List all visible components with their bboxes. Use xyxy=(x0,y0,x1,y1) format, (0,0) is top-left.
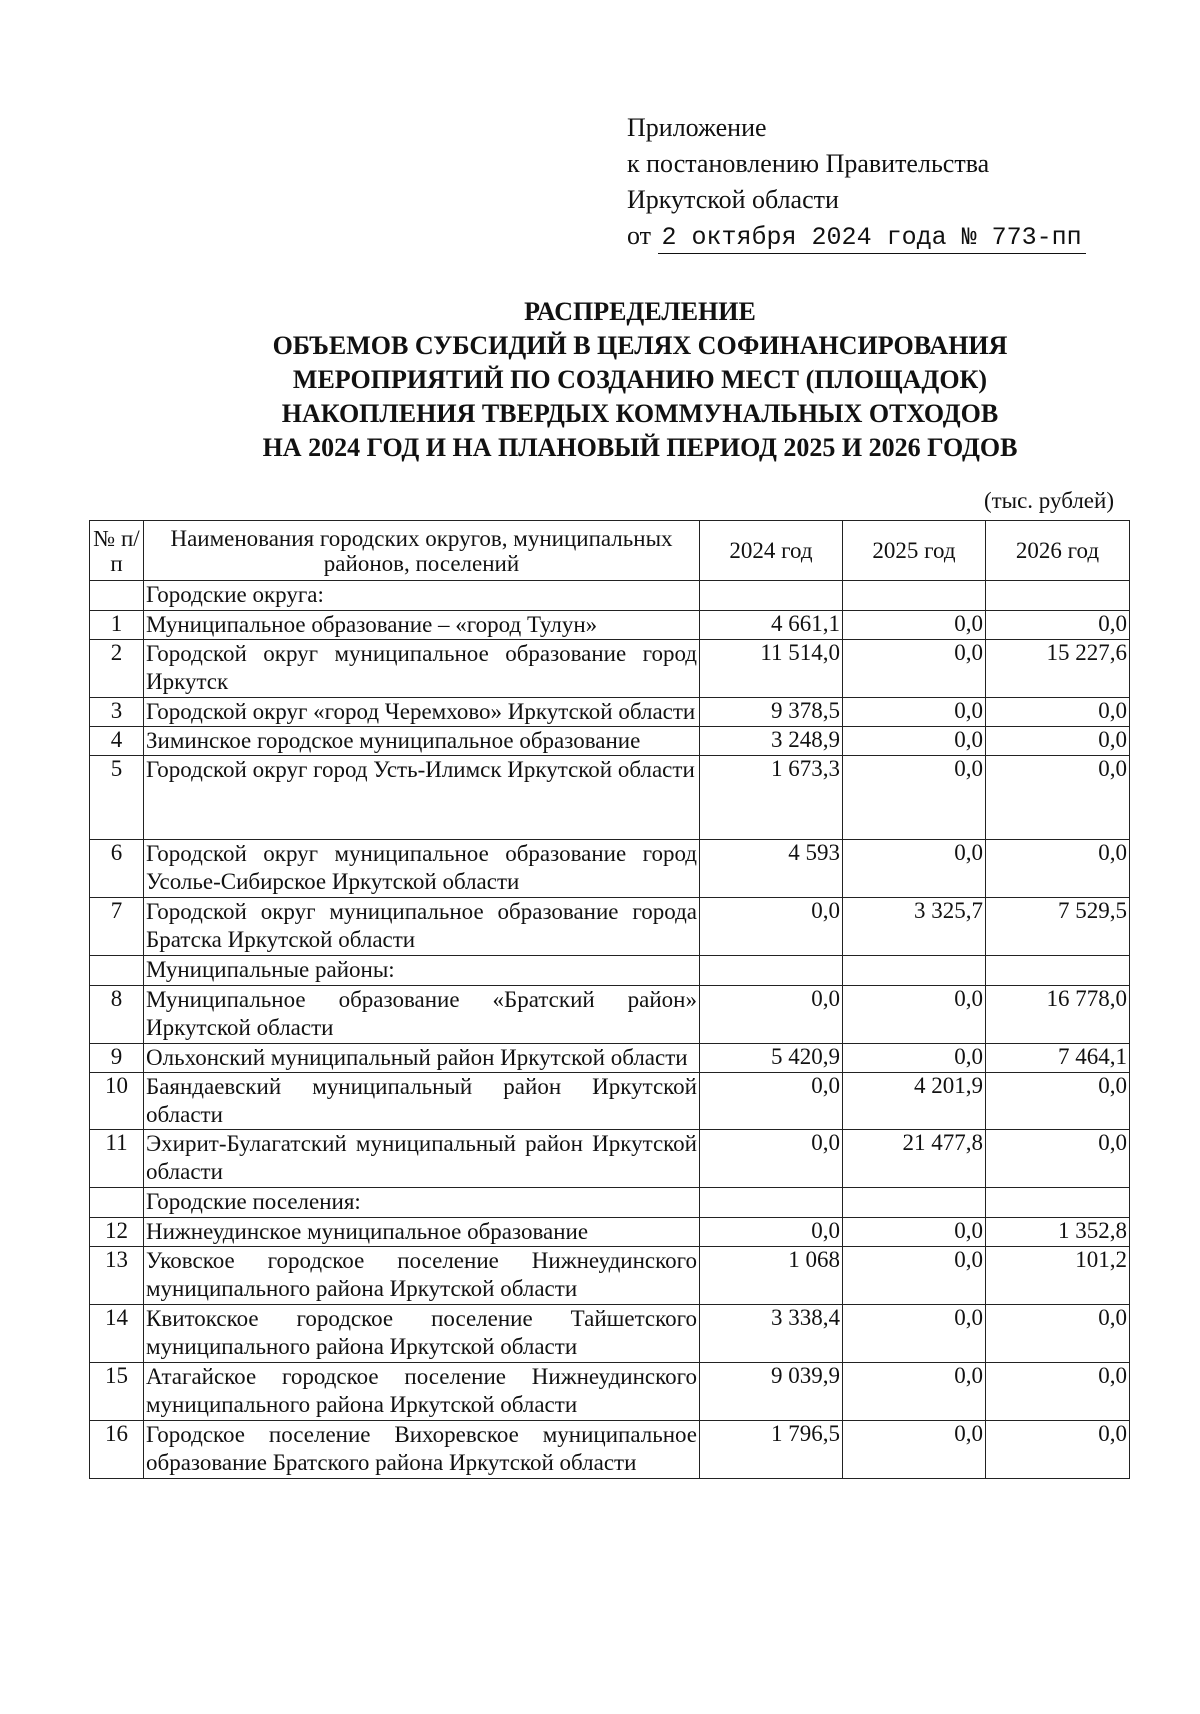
value-2025: 21 477,8 xyxy=(843,1130,986,1188)
table-row xyxy=(90,840,1130,898)
value-2024: 3 248,9 xyxy=(700,727,843,756)
value-2025: 0,0 xyxy=(843,840,986,898)
value-2024: 0,0 xyxy=(700,898,843,956)
group-cell-2026 xyxy=(986,581,1130,611)
group-heading-row xyxy=(90,1188,1130,1218)
appendix-line-1: Приложение xyxy=(627,113,767,142)
group-cell-2025 xyxy=(843,956,986,986)
value-2024: 4 661,1 xyxy=(700,611,843,640)
value-2026: 15 227,6 xyxy=(986,640,1130,698)
group-heading-row xyxy=(90,956,1130,986)
value-2026: 1 352,8 xyxy=(986,1218,1130,1247)
value-2024: 0,0 xyxy=(700,1218,843,1247)
group-cell-2024 xyxy=(700,956,843,986)
value-2024: 9 039,9 xyxy=(700,1363,843,1421)
value-2025: 4 201,9 xyxy=(843,1073,986,1130)
appendix-date-line xyxy=(627,218,1087,256)
value-2025: 0,0 xyxy=(843,756,986,840)
group-cell-2026 xyxy=(986,1188,1130,1218)
row-name: Атагайское городское поселение Нижнеудинского муниципального района Иркутской области xyxy=(144,1363,700,1421)
group-cell-2024 xyxy=(700,1188,843,1218)
units-label: (тыс. рублей) xyxy=(983,488,1114,513)
title-line-4: НАКОПЛЕНИЯ ТВЕРДЫХ КОММУНАЛЬНЫХ ОТХОДОВ xyxy=(281,399,999,428)
row-number: 16 xyxy=(90,1421,144,1479)
row-name: Городской округ «город Черемхово» Иркутской области xyxy=(144,698,700,727)
value-2026: 0,0 xyxy=(986,1073,1130,1130)
row-name: Эхирит-Булагатский муниципальный район Иркутской области xyxy=(144,1130,700,1188)
row-number: 3 xyxy=(90,698,144,727)
value-2025: 0,0 xyxy=(843,1305,986,1363)
value-2025: 0,0 xyxy=(843,986,986,1044)
appendix-line-2: к постановлению Правительства xyxy=(627,149,990,178)
row-name: Городской округ муниципальное образование город Иркутск xyxy=(144,640,700,698)
row-name: Нижнеудинское муниципальное образование xyxy=(144,1218,700,1247)
header-name: Наименования городских округов, муниципальных районов, поселений xyxy=(144,521,700,581)
value-2024: 3 338,4 xyxy=(700,1305,843,1363)
group-cell-2024 xyxy=(700,581,843,611)
header-2025: 2025 год xyxy=(843,521,986,581)
group-num-cell xyxy=(90,581,144,611)
value-2025: 0,0 xyxy=(843,1218,986,1247)
value-2024: 5 420,9 xyxy=(700,1044,843,1073)
value-2024: 1 673,3 xyxy=(700,756,843,840)
value-2026: 7 529,5 xyxy=(986,898,1130,956)
title-line-1: РАСПРЕДЕЛЕНИЕ xyxy=(524,297,756,326)
table-row xyxy=(90,640,1130,698)
row-number: 13 xyxy=(90,1247,144,1305)
group-heading: Городские поселения: xyxy=(144,1188,700,1218)
value-2025: 0,0 xyxy=(843,1421,986,1479)
row-number: 10 xyxy=(90,1073,144,1130)
value-2025: 0,0 xyxy=(843,698,986,727)
value-2026: 16 778,0 xyxy=(986,986,1130,1044)
title-line-5: НА 2024 ГОД И НА ПЛАНОВЫЙ ПЕРИОД 2025 И 2026 ГОДОВ xyxy=(262,433,1018,462)
date-prefix: от xyxy=(627,221,652,250)
row-name: Городской округ муниципальное образование города Братска Иркутской области xyxy=(144,898,700,956)
row-number: 15 xyxy=(90,1363,144,1421)
table-header-row xyxy=(90,521,1130,581)
value-2026: 0,0 xyxy=(986,1305,1130,1363)
value-2026: 0,0 xyxy=(986,1421,1130,1479)
row-name: Городской округ город Усть-Илимск Иркутской области xyxy=(144,756,700,840)
appendix-block xyxy=(627,110,1087,256)
table-body xyxy=(90,581,1130,1479)
value-2025: 0,0 xyxy=(843,1363,986,1421)
row-name: Баяндаевский муниципальный район Иркутской области xyxy=(144,1073,700,1130)
table-row xyxy=(90,898,1130,956)
value-2025: 3 325,7 xyxy=(843,898,986,956)
value-2024: 11 514,0 xyxy=(700,640,843,698)
group-cell-2025 xyxy=(843,581,986,611)
group-heading: Городские округа: xyxy=(144,581,700,611)
value-2026: 0,0 xyxy=(986,756,1130,840)
group-heading-row xyxy=(90,581,1130,611)
header-2024: 2024 год xyxy=(700,521,843,581)
row-name: Городское поселение Вихоревское муниципальное образование Братского района Иркутской области xyxy=(144,1421,700,1479)
row-name: Квитокское городское поселение Тайшетского муниципального района Иркутской области xyxy=(144,1305,700,1363)
group-num-cell xyxy=(90,956,144,986)
value-2025: 0,0 xyxy=(843,1044,986,1073)
table-row xyxy=(90,611,1130,640)
row-number: 14 xyxy=(90,1305,144,1363)
row-name: Уковское городское поселение Нижнеудинского муниципального района Иркутской области xyxy=(144,1247,700,1305)
row-number: 7 xyxy=(90,898,144,956)
value-2025: 0,0 xyxy=(843,640,986,698)
value-2026: 7 464,1 xyxy=(986,1044,1130,1073)
table-row xyxy=(90,698,1130,727)
row-name: Муниципальное образование – «город Тулун» xyxy=(144,611,700,640)
value-2024: 0,0 xyxy=(700,1130,843,1188)
subsidy-table xyxy=(89,520,1130,1479)
value-2026: 0,0 xyxy=(986,727,1130,756)
table-row xyxy=(90,1044,1130,1073)
row-number: 8 xyxy=(90,986,144,1044)
value-2024: 9 378,5 xyxy=(700,698,843,727)
title-line-2: ОБЪЕМОВ СУБСИДИЙ В ЦЕЛЯХ СОФИНАНСИРОВАНИЯ xyxy=(272,331,1008,360)
row-number: 6 xyxy=(90,840,144,898)
row-name: Зиминское городское муниципальное образование xyxy=(144,727,700,756)
table-row xyxy=(90,727,1130,756)
value-2025: 0,0 xyxy=(843,727,986,756)
table-row xyxy=(90,1305,1130,1363)
value-2025: 0,0 xyxy=(843,1247,986,1305)
value-2026: 0,0 xyxy=(986,840,1130,898)
value-2026: 101,2 xyxy=(986,1247,1130,1305)
row-number: 2 xyxy=(90,640,144,698)
value-2024: 0,0 xyxy=(700,986,843,1044)
header-num: № п/п xyxy=(90,521,144,581)
row-number: 12 xyxy=(90,1218,144,1247)
value-2026: 0,0 xyxy=(986,1130,1130,1188)
table-row xyxy=(90,756,1130,840)
value-2024: 1 068 xyxy=(700,1247,843,1305)
row-number: 11 xyxy=(90,1130,144,1188)
row-name: Городской округ муниципальное образование город Усолье-Сибирское Иркутской области xyxy=(144,840,700,898)
value-2025: 0,0 xyxy=(843,611,986,640)
row-name: Ольхонский муниципальный район Иркутской области xyxy=(144,1044,700,1073)
value-2026: 0,0 xyxy=(986,698,1130,727)
table-row xyxy=(90,1073,1130,1130)
document-title xyxy=(90,295,1190,465)
value-2026: 0,0 xyxy=(986,611,1130,640)
table-row xyxy=(90,1247,1130,1305)
table-row xyxy=(90,1363,1130,1421)
value-2024: 4 593 xyxy=(700,840,843,898)
table-row xyxy=(90,1218,1130,1247)
group-heading: Муниципальные районы: xyxy=(144,956,700,986)
table-row xyxy=(90,1421,1130,1479)
header-2026: 2026 год xyxy=(986,521,1130,581)
row-number: 9 xyxy=(90,1044,144,1073)
appendix-line-3: Иркутской области xyxy=(627,185,839,214)
row-number: 5 xyxy=(90,756,144,840)
group-num-cell xyxy=(90,1188,144,1218)
resolution-date: 2 октября 2024 года № 773-пп xyxy=(658,223,1086,254)
row-number: 4 xyxy=(90,727,144,756)
value-2026: 0,0 xyxy=(986,1363,1130,1421)
table-row xyxy=(90,986,1130,1044)
row-name: Муниципальное образование «Братский район» Иркутской области xyxy=(144,986,700,1044)
group-cell-2026 xyxy=(986,956,1130,986)
table-row xyxy=(90,1130,1130,1188)
value-2024: 1 796,5 xyxy=(700,1421,843,1479)
value-2024: 0,0 xyxy=(700,1073,843,1130)
title-line-3: МЕРОПРИЯТИЙ ПО СОЗДАНИЮ МЕСТ (ПЛОЩАДОК) xyxy=(292,365,988,394)
row-number: 1 xyxy=(90,611,144,640)
group-cell-2025 xyxy=(843,1188,986,1218)
